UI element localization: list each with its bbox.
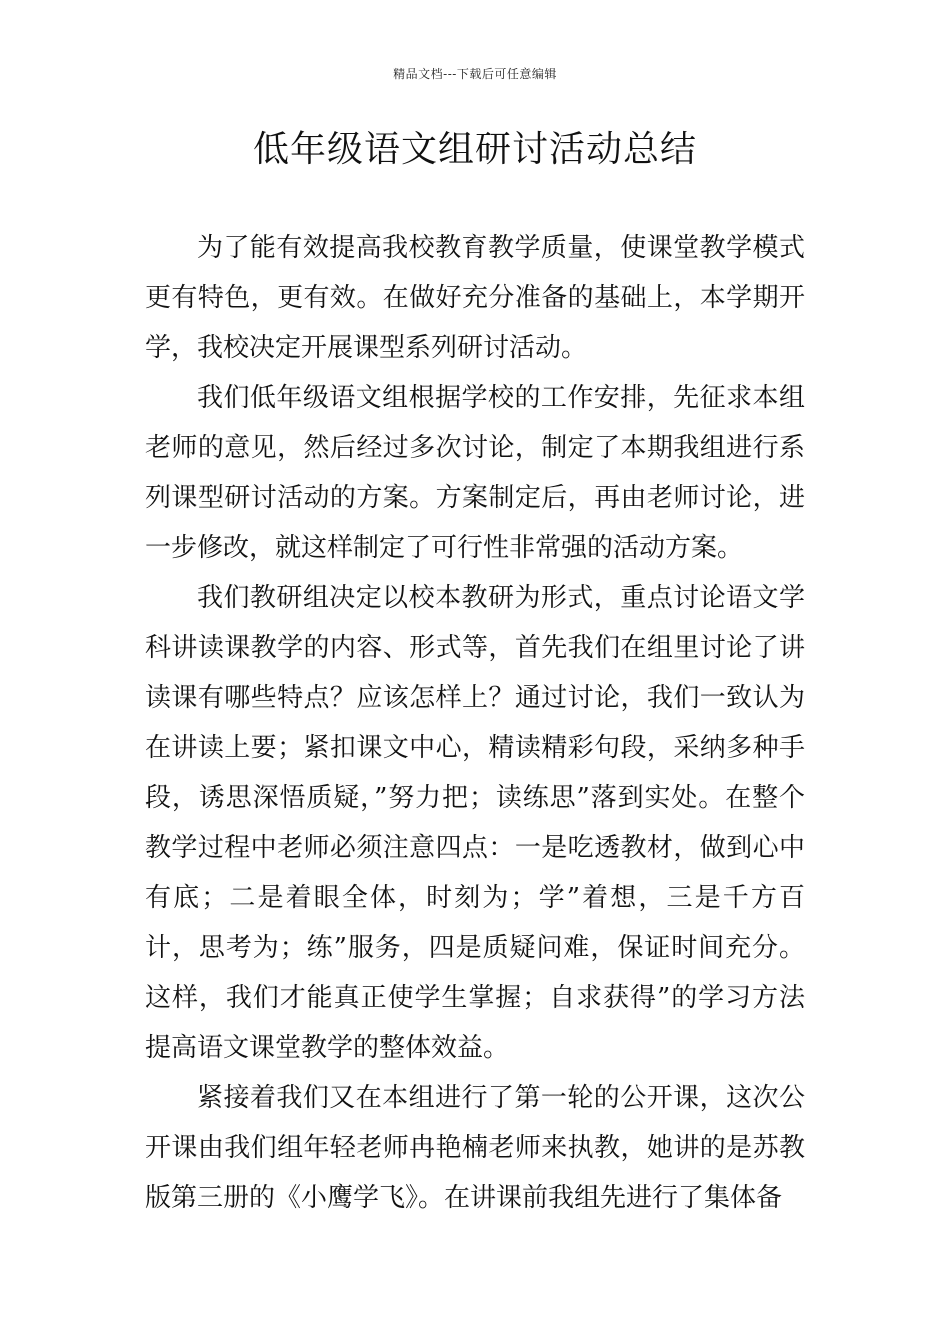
- header-note: 精品文档---下载后可任意编辑: [393, 67, 557, 81]
- document-title: 低年级语文组研讨活动总结: [252, 129, 697, 170]
- paragraph-4: 紧接着我们又在本组进行了第一轮的公开课，这次公开课由我们组年轻老师冉艳楠老师来执教，她讲的是苏教版第三册的《小鹰学飞》。在讲课前我组先进行了集体备: [145, 1083, 805, 1213]
- document-body: [145, 223, 805, 1223]
- paragraph-1: 为了能有效提高我校教育教学质量，使课堂教学模式更有特色，更有效。在做好充分准备的基础上，本学期开学，我校决定开展课型系列研讨活动。: [145, 233, 805, 363]
- paragraph-2: 我们低年级语文组根据学校的工作安排，先征求本组老师的意见，然后经过多次讨论，制定了本期我组进行系列课型研讨活动的方案。方案制定后，再由老师讨论，进一步修改，就这样制定了可行性非常强的活动方案。: [145, 383, 805, 563]
- paragraph-3: 我们教研组决定以校本教研为形式，重点讨论语文学科讲读课教学的内容、形式等，首先我们在组里讨论了讲读课有哪些特点？应该怎样上？通过讨论，我们一致认为在讲读上要；紧扣课文中心，精读精彩句段，采纳多种手段，诱思深悟质疑，”努力把；读练思”落到实处。在整个教学过程中老师必须注意四点：一是吃透教材，做到心中有底；二是着眼全体，时刻为；学”着想，三是千方百计，思考为；练”服务，四是质疑问难，保证时间充分。这样，我们才能真正使学生掌握；自求获得”的学习方法提高语文课堂教学的整体效益。: [145, 583, 805, 1063]
